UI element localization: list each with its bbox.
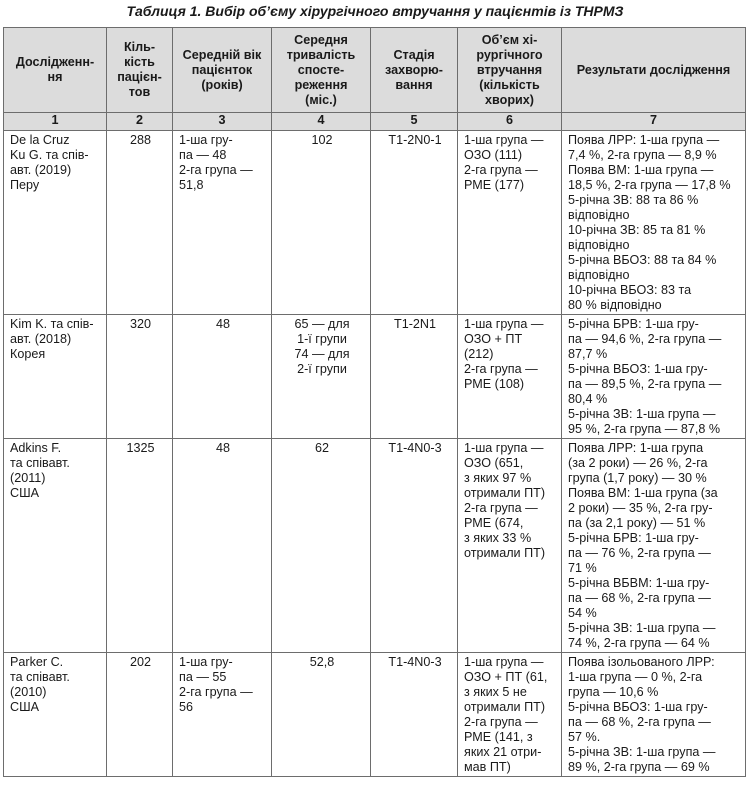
cell-line: мав ПТ) xyxy=(464,760,511,774)
mean-age-cell xyxy=(173,439,272,653)
cell-line: 2-га група — xyxy=(464,715,538,729)
table-row xyxy=(4,131,746,315)
cell-line: США xyxy=(10,700,40,714)
cell-line: та співавт. xyxy=(10,456,70,470)
cell-line: з яких 97 % xyxy=(464,471,532,485)
table-row xyxy=(4,439,746,653)
stage-cell: T1-2N0-1 xyxy=(371,131,458,315)
cell-line: пацієн- xyxy=(117,70,162,84)
cell-line: 5-річна ЗВ: 88 та 86 % xyxy=(568,193,699,207)
cell-line: па — 68 %, 2-га група — xyxy=(568,715,711,729)
cell-line: отримали ПТ) xyxy=(464,546,546,560)
surgery-volume-table xyxy=(3,27,746,777)
cell-line: (за 2 роки) — 26 %, 2-га xyxy=(568,456,708,470)
patient-count-cell: 320 xyxy=(107,315,173,439)
cell-line: авт. (2018) xyxy=(10,332,72,346)
header-mean-age xyxy=(173,28,272,113)
cell-line: 56 xyxy=(179,700,194,714)
cell-line: кість xyxy=(124,55,155,69)
cell-line: 48 xyxy=(215,317,230,331)
cell-line: РМЕ (141, з xyxy=(464,730,533,744)
cell-line: 2-га група — xyxy=(464,163,538,177)
cell-line: реження xyxy=(294,77,348,92)
cell-line: Parker C. xyxy=(10,655,64,669)
cell-line: 54 % xyxy=(568,606,597,620)
surgery-volume-cell xyxy=(458,439,562,653)
cell-line: 2 роки) — 35 %, 2-га гру- xyxy=(568,501,713,515)
cell-line: ОЗО (651, xyxy=(464,456,524,470)
cell-line: Kim K. та спів- xyxy=(10,317,94,331)
cell-line: втручання xyxy=(476,62,543,77)
cell-line: па — 55 xyxy=(179,670,227,684)
cell-line: РМЕ (177) xyxy=(464,178,525,192)
cell-line: Дослідженн- xyxy=(15,55,95,69)
header-patient-count xyxy=(107,28,173,113)
cell-line: Поява ВМ: 1-ша група — xyxy=(568,163,714,177)
cell-line: захворю- xyxy=(384,62,443,77)
column-number: 1 xyxy=(4,113,107,131)
cell-line: 51,8 xyxy=(179,178,204,192)
cell-line: 18,5 %, 2-га група — 17,8 % xyxy=(568,178,731,192)
cell-line: 5-річна БРВ: 1-ша гру- xyxy=(568,531,699,545)
cell-line: відповідно xyxy=(568,268,630,282)
cell-line: Стадія xyxy=(393,47,435,62)
cell-line: па — 68 %, 2-га група — xyxy=(568,591,711,605)
cell-line: De la Cruz xyxy=(10,133,70,147)
cell-line: рургічного xyxy=(476,47,543,62)
cell-line: авт. (2019) xyxy=(10,163,72,177)
cell-line: 1-ша група — 0 %, 2-га xyxy=(568,670,703,684)
header-results xyxy=(562,28,746,113)
surgery-volume-cell xyxy=(458,315,562,439)
cell-line: спосте- xyxy=(297,62,345,77)
cell-line: Кіль- xyxy=(123,40,156,54)
cell-line: Поява ВМ: 1-ша група (за xyxy=(568,486,718,500)
header-surgery-volume xyxy=(458,28,562,113)
study-cell xyxy=(4,653,107,777)
table-row xyxy=(4,653,746,777)
mean-age-cell xyxy=(173,131,272,315)
cell-line: Поява ЛРР: 1-ша група xyxy=(568,441,704,455)
column-number: 3 xyxy=(173,113,272,131)
cell-line: па — 94,6 %, 2-га група — xyxy=(568,332,722,346)
cell-line: (2010) xyxy=(10,685,47,699)
cell-line: Поява ізольованого ЛРР: xyxy=(568,655,715,669)
cell-line: ОЗО + ПТ xyxy=(464,332,523,346)
cell-line: Об’єм хі- xyxy=(481,32,538,47)
cell-line: Ku G. та спів- xyxy=(10,148,89,162)
cell-line: 7,4 %, 2-га група — 8,9 % xyxy=(568,148,717,162)
cell-line: 5-річна ВБОЗ: 1-ша гру- xyxy=(568,362,708,376)
cell-line: 1-ша гру- xyxy=(179,133,233,147)
cell-line: пацієнток xyxy=(191,62,253,77)
results-cell xyxy=(562,653,746,777)
cell-line: Результати дослідження xyxy=(576,62,731,77)
cell-line: ОЗО + ПТ (61, xyxy=(464,670,548,684)
cell-line: Корея xyxy=(10,347,46,361)
cell-line: 2-га група — xyxy=(464,501,538,515)
cell-line: з яких 5 не xyxy=(464,685,527,699)
cell-line: па — 89,5 %, 2-га група — xyxy=(568,377,722,391)
cell-line: 5-річна БРВ: 1-ша гру- xyxy=(568,317,699,331)
cell-line: па — 48 xyxy=(179,148,227,162)
cell-line: ня xyxy=(47,70,63,84)
cell-line: 5-річна ВБВМ: 1-ша гру- xyxy=(568,576,710,590)
cell-line: 10-річна ЗВ: 85 та 81 % xyxy=(568,223,706,237)
cell-line: вання xyxy=(395,77,433,92)
cell-line: 1-ша група — xyxy=(464,441,544,455)
column-number-row xyxy=(4,113,746,131)
cell-line: США xyxy=(10,486,40,500)
cell-line: 1-ша гру- xyxy=(179,655,233,669)
header-stage xyxy=(371,28,458,113)
column-number: 6 xyxy=(458,113,562,131)
cell-line: Перу xyxy=(10,178,40,192)
cell-line: 5-річна ЗВ: 1-ша група — xyxy=(568,407,716,421)
mean-age-cell xyxy=(173,653,272,777)
surgery-volume-cell xyxy=(458,131,562,315)
stage-cell: T1-4N0-3 xyxy=(371,653,458,777)
cell-line: 87,7 % xyxy=(568,347,608,361)
cell-line: 74 — для xyxy=(294,347,350,361)
cell-line: (кількість xyxy=(479,77,540,92)
patient-count-cell: 202 xyxy=(107,653,173,777)
cell-line: ОЗО (111) xyxy=(464,148,523,162)
column-number: 7 xyxy=(562,113,746,131)
cell-line: 62 xyxy=(314,441,329,455)
cell-line: 1-ша група — xyxy=(464,655,544,669)
column-number: 4 xyxy=(272,113,371,131)
cell-line: 2-га група — xyxy=(464,362,538,376)
table-row xyxy=(4,315,746,439)
cell-line: РМЕ (674, xyxy=(464,516,524,530)
cell-line: 74 %, 2-га група — 64 % xyxy=(568,636,710,650)
cell-line: група — 10,6 % xyxy=(568,685,659,699)
cell-line: РМЕ (108) xyxy=(464,377,525,391)
cell-line: яких 21 отри- xyxy=(464,745,542,759)
results-cell xyxy=(562,315,746,439)
cell-line: 1-ша група — xyxy=(464,317,544,331)
stage-cell: T1-4N0-3 xyxy=(371,439,458,653)
cell-line: отримали ПТ) xyxy=(464,486,546,500)
cell-line: Adkins F. xyxy=(10,441,62,455)
cell-line: 5-річна ЗВ: 1-ша група — xyxy=(568,621,716,635)
cell-line: (років) xyxy=(201,77,243,92)
study-cell xyxy=(4,131,107,315)
patient-count-cell: 288 xyxy=(107,131,173,315)
cell-line: 65 — для xyxy=(294,317,350,331)
table-caption: Таблиця 1. Вибір об’єму хірургічного втручання у пацієнтів із ТНРМЗ xyxy=(126,3,624,19)
cell-line: 2-га група — xyxy=(179,163,253,177)
header-study xyxy=(4,28,107,113)
surgery-volume-cell xyxy=(458,653,562,777)
cell-line: хворих) xyxy=(485,92,534,107)
cell-line: з яких 33 % xyxy=(464,531,532,545)
cell-line: 80 % відповідно xyxy=(568,298,662,312)
study-cell xyxy=(4,315,107,439)
cell-line: 57 %. xyxy=(568,730,601,744)
results-cell xyxy=(562,131,746,315)
followup-cell xyxy=(272,315,371,439)
cell-line: відповідно xyxy=(568,208,630,222)
cell-line: Середня xyxy=(294,32,348,47)
cell-line: тривалість xyxy=(286,47,356,62)
cell-line: 52,8 xyxy=(309,655,335,669)
cell-line: 5-річна ВБОЗ: 88 та 84 % xyxy=(568,253,717,267)
cell-line: (2011) xyxy=(10,471,46,485)
followup-cell xyxy=(272,131,371,315)
cell-line: па (за 2,1 року) — 51 % xyxy=(568,516,706,530)
mean-age-cell xyxy=(173,315,272,439)
study-cell xyxy=(4,439,107,653)
cell-line: 1-ї групи xyxy=(297,332,347,346)
cell-line: та співавт. xyxy=(10,670,70,684)
cell-line: 1-ша група — xyxy=(464,133,544,147)
cell-line: (міс.) xyxy=(305,92,337,107)
cell-line: 48 xyxy=(215,441,230,455)
header-followup xyxy=(272,28,371,113)
cell-line: 95 %, 2-га група — 87,8 % xyxy=(568,422,721,436)
cell-line: відповідно xyxy=(568,238,630,252)
cell-line: отримали ПТ) xyxy=(464,700,546,714)
cell-line: 2-га група — xyxy=(179,685,253,699)
cell-line: 89 %, 2-га група — 69 % xyxy=(568,760,710,774)
patient-count-cell: 1325 xyxy=(107,439,173,653)
cell-line: 5-річна ВБОЗ: 1-ша гру- xyxy=(568,700,708,714)
cell-line: 10-річна ВБОЗ: 83 та xyxy=(568,283,692,297)
cell-line: 71 % xyxy=(568,561,597,575)
cell-line: (212) xyxy=(464,347,494,361)
header-row xyxy=(4,28,746,113)
stage-cell: T1-2N1 xyxy=(371,315,458,439)
cell-line: 102 xyxy=(311,133,333,147)
cell-line: тов xyxy=(128,85,151,99)
results-cell xyxy=(562,439,746,653)
cell-line: па — 76 %, 2-га група — xyxy=(568,546,711,560)
followup-cell xyxy=(272,439,371,653)
cell-line: Поява ЛРР: 1-ша група — xyxy=(568,133,720,147)
column-number: 5 xyxy=(371,113,458,131)
cell-line: 5-річна ЗВ: 1-ша група — xyxy=(568,745,716,759)
cell-line: 80,4 % xyxy=(568,392,608,406)
cell-line: група (1,7 року) — 30 % xyxy=(568,471,707,485)
cell-line: Середній вік xyxy=(182,47,262,62)
cell-line: 2-ї групи xyxy=(297,362,347,376)
followup-cell xyxy=(272,653,371,777)
column-number: 2 xyxy=(107,113,173,131)
